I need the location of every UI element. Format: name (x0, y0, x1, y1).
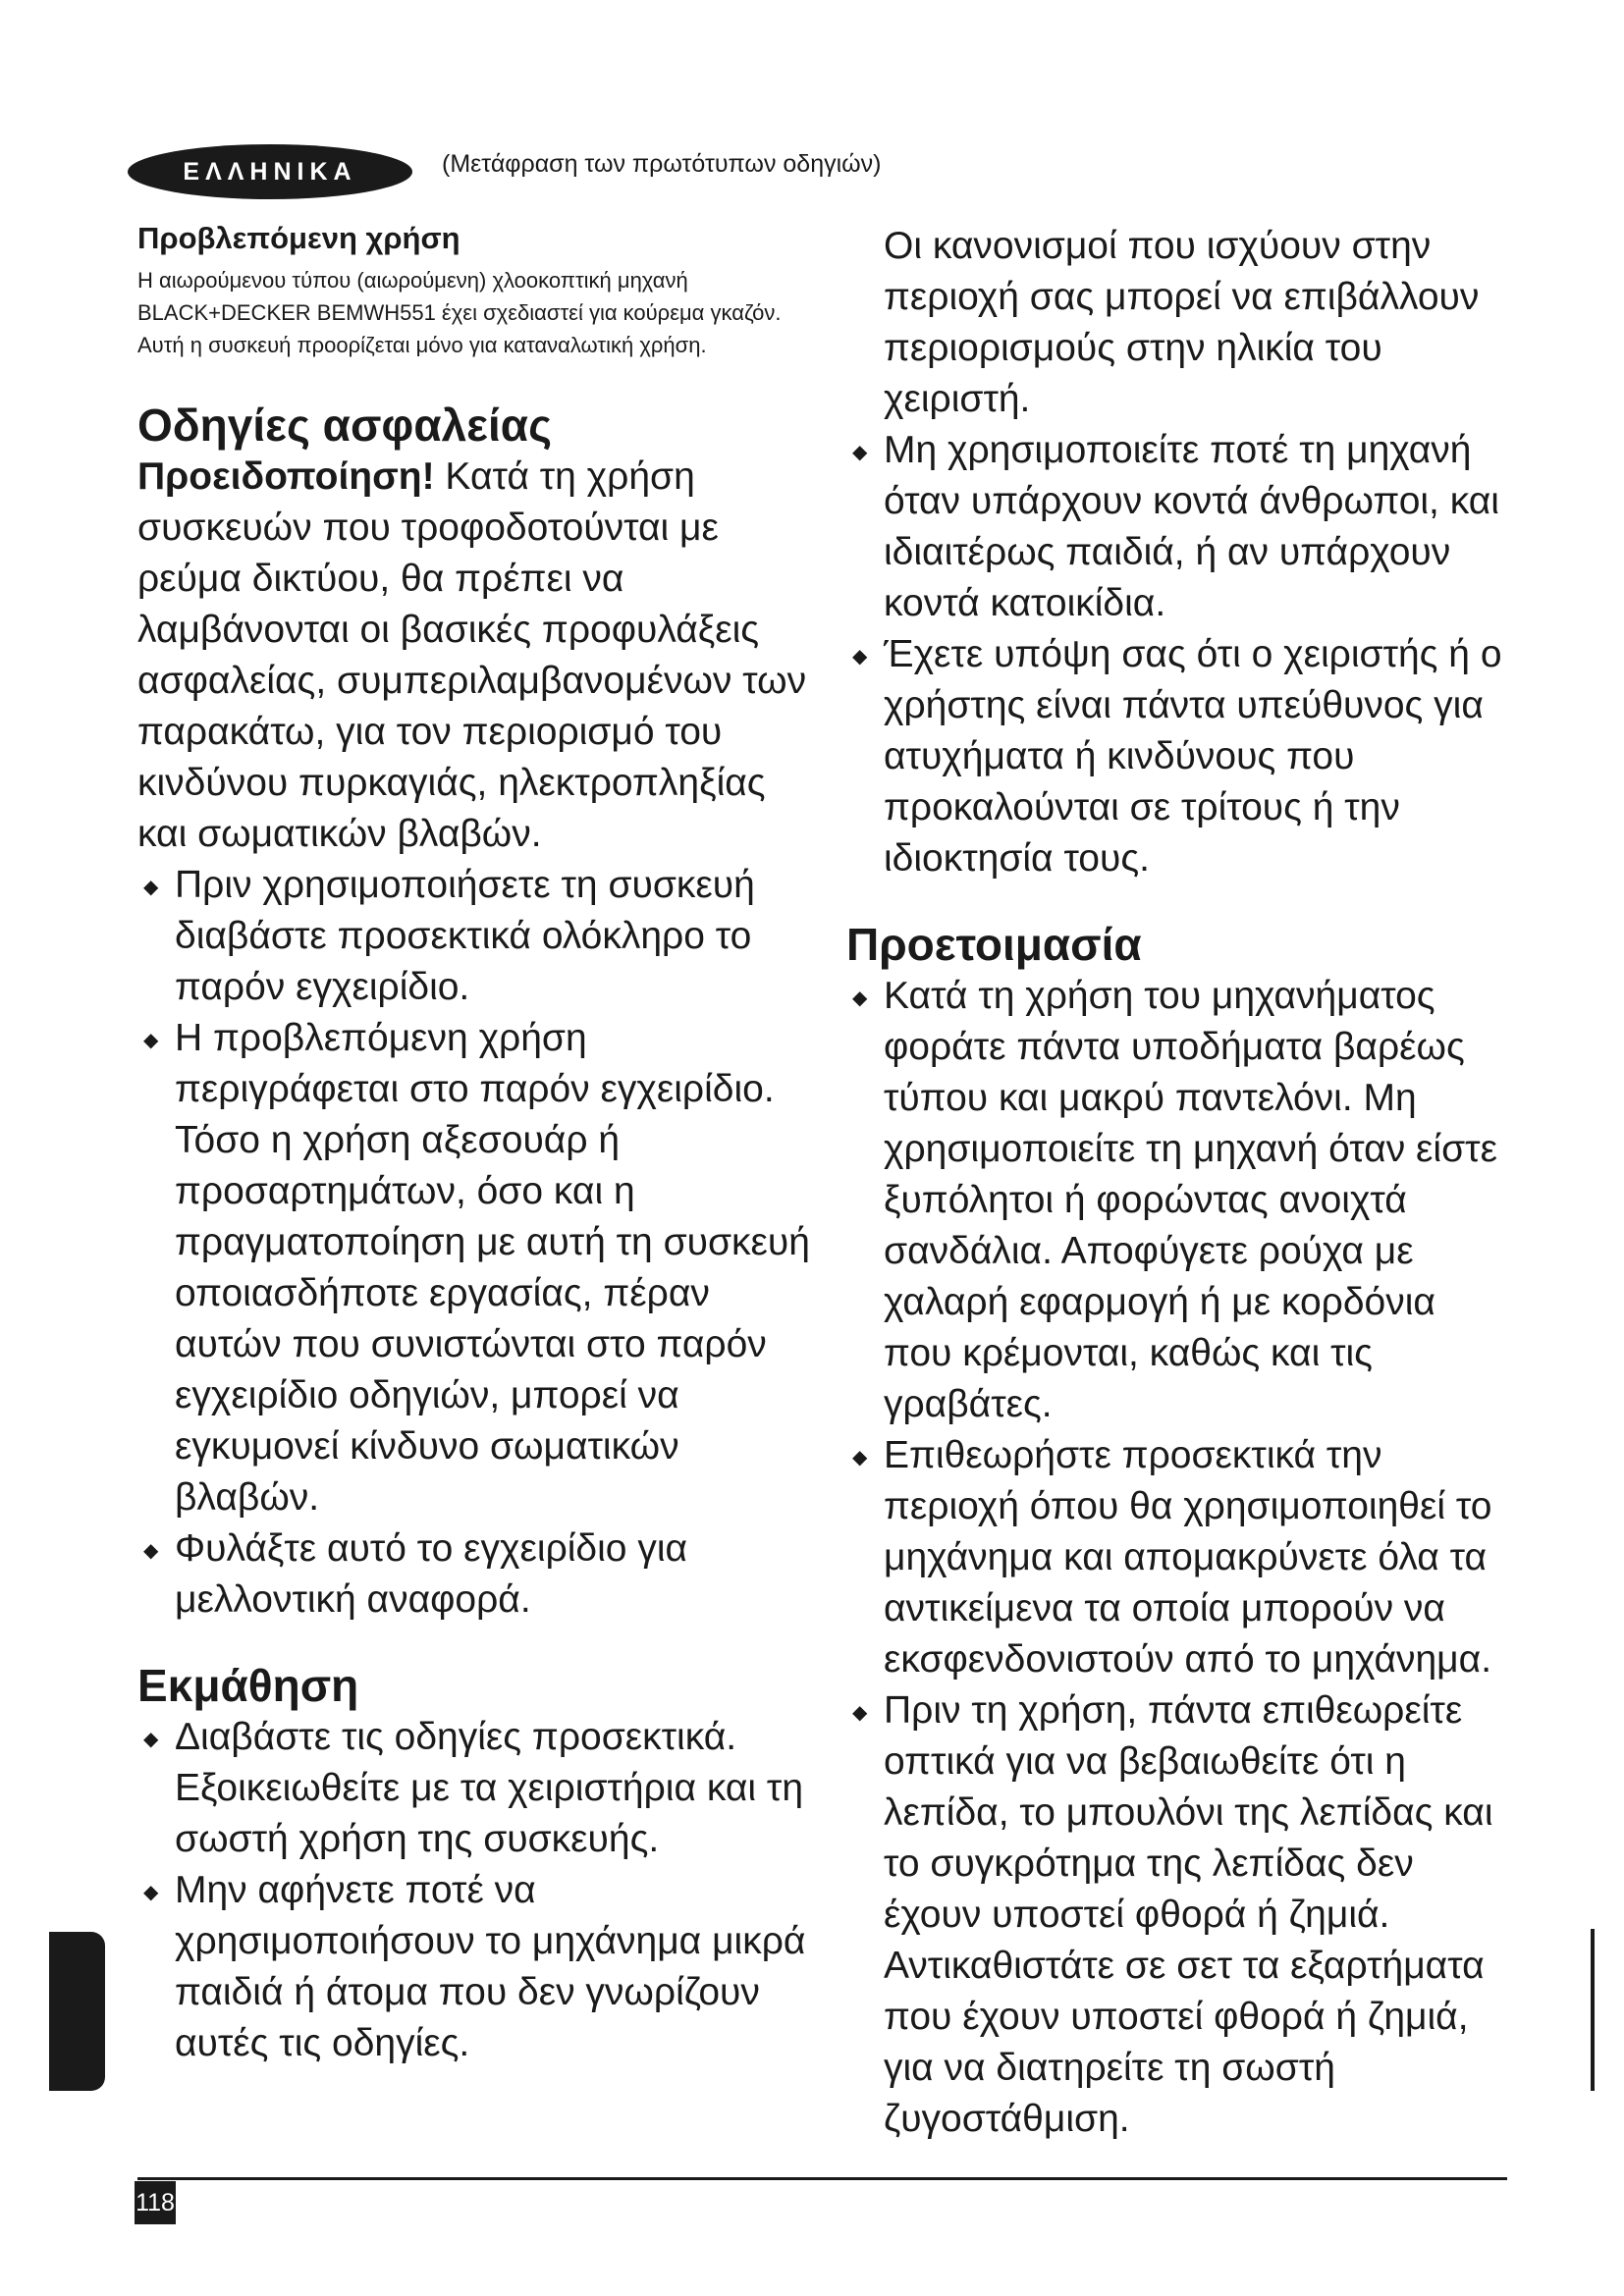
bullet-diamond-icon: ◆ (852, 646, 868, 667)
language-badge: ΕΛΛΗΝΙΚΑ (128, 144, 412, 199)
intended-use-title: Προβλεπόμενη χρήση (137, 221, 460, 255)
language-tab-marker (49, 1932, 105, 2091)
list-item: ◆ Φυλάξτε αυτό το εγχειρίδιο για μελλοντική αναφορά. (137, 1523, 815, 1626)
list-item: ◆ Κατά τη χρήση του μηχανήματος φοράτε πάντα υποδήματα βαρέως τύπου και μακρύ παντελόνι. Μη χρησιμοποιείτε τη μηχανή όταν είστε ξυπόλητοι ή φορώντας ανοιχτά σανδάλια. Αποφύγετε ρούχα με χαλαρή εφαρμογή ή με κορδόνια που κρέμονται, καθώς και τις γραβάτες. (846, 971, 1514, 1430)
safety-warning (137, 452, 815, 860)
training-bullets (137, 1712, 815, 2069)
age-regulation-text: Οι κανονισμοί που ισχύουν στην περιοχή σας μπορεί να επιβάλλουν περιορισμούς στην ηλικία του χειριστή. (884, 225, 1480, 420)
list-item: ◆ Πριν τη χρήση, πάντα επιθεωρείτε οπτικά για να βεβαιωθείτε ότι η λεπίδα, το μπουλόνι της λεπίδας και το συγκρότημα της λεπίδας δεν έχουν υποστεί φθορά ή ζημιά. Αντικαθιστάτε σε σετ τα εξαρτήματα που έχουν υποστεί φθορά ή ζημιά, για να διατηρείτε τη σωστή ζυγοστάθμιση. (846, 1685, 1514, 2145)
warning-label: Προειδοποίηση! (137, 455, 435, 498)
page-number: 118 (135, 2181, 176, 2224)
training-heading: Εκμάθηση (137, 1660, 359, 1711)
left-column (137, 221, 815, 2069)
preparation-heading: Προετοιμασία (846, 919, 1142, 970)
warning-text: Κατά τη χρήση συσκευών που τροφοδοτούνται με ρεύμα δικτύου, θα πρέπει να λαμβάνονται οι βασικές προφυλάξεις ασφαλείας, συμπεριλαμβανομένων των παρακάτω, για τον περιορισμό του κινδύνου πυρκαγιάς, ηλεκτροπληξίας και σωματικών βλαβών. (137, 455, 807, 855)
list-item: ◆ Έχετε υπόψη σας ότι ο χειριστής ή ο χρήστης είναι πάντα υπεύθυνος για ατυχήματα ή κινδύνους που προκαλούνται σε τρίτους ή την ιδιοκτησία τους. (846, 629, 1514, 884)
list-item: ◆ Μη χρησιμοποιείτε ποτέ τη μηχανή όταν υπάρχουν κοντά άνθρωποι, και ιδιαιτέρως παιδιά, ή αν υπάρχουν κοντά κατοικίδια. (846, 425, 1514, 629)
safety-bullets (137, 860, 815, 1626)
training-bullets-continued (846, 425, 1514, 884)
bullet-diamond-icon: ◆ (143, 877, 159, 898)
bullet-diamond-icon: ◆ (852, 1702, 868, 1724)
list-item: ◆ Διαβάστε τις οδηγίες προσεκτικά. Εξοικειωθείτε με τα χειριστήρια και τη σωστή χρήση της συσκευής. (137, 1712, 815, 1865)
translation-note: (Μετάφραση των πρωτότυπων οδηγιών) (442, 150, 882, 178)
list-item: ◆ Η προβλεπόμενη χρήση περιγράφεται στο παρόν εγχειρίδιο. Τόσο η χρήση αξεσουάρ ή προσαρτημάτων, όσο και η πραγματοποίηση με αυτή τη συσκευή οποιασδήποτε εργασίας, πέραν αυτών που συνιστώνται στο παρόν εγχειρίδιο οδηγιών, μπορεί να εγκυμονεί κίνδυνο σωματικών βλαβών. (137, 1013, 815, 1523)
list-item: ◆ Μην αφήνετε ποτέ να χρησιμοποιήσουν το μηχάνημα μικρά παιδιά ή άτομα που δεν γνωρίζουν αυτές τις οδηγίες. (137, 1865, 815, 2069)
bullet-diamond-icon: ◆ (143, 1030, 159, 1051)
preparation-bullets (846, 971, 1514, 2145)
bullet-diamond-icon: ◆ (143, 1882, 159, 1903)
bullet-diamond-icon: ◆ (143, 1540, 159, 1562)
side-bar-marker (1591, 1929, 1595, 2091)
bullet-diamond-icon: ◆ (852, 988, 868, 1009)
bullet-diamond-icon: ◆ (852, 1447, 868, 1468)
right-column (846, 221, 1514, 2145)
list-item: ◆ Πριν χρησιμοποιήσετε τη συσκευή διαβάστε προσεκτικά ολόκληρο το παρόν εγχειρίδιο. (137, 860, 815, 1013)
safety-heading: Οδηγίες ασφαλείας (137, 400, 552, 451)
footer-rule (137, 2177, 1507, 2180)
bullet-diamond-icon: ◆ (852, 442, 868, 463)
bullet-diamond-icon: ◆ (143, 1729, 159, 1750)
list-item: ◆ Επιθεωρήστε προσεκτικά την περιοχή όπου θα χρησιμοποιηθεί το μηχάνημα και απομακρύνετε όλα τα αντικείμενα τα οποία μπορούν να εκσφενδονιστούν από το μηχάνημα. (846, 1430, 1514, 1685)
intended-use-text: Η αιωρούμενου τύπου (αιωρούμενη) χλοοκοπτική μηχανή BLACK+DECKER BEMWH551 έχει σχεδιαστεί για κούρεμα γκαζόν. Αυτή η συσκευή προορίζεται μόνο για καταναλωτική χρήση. (137, 268, 782, 357)
